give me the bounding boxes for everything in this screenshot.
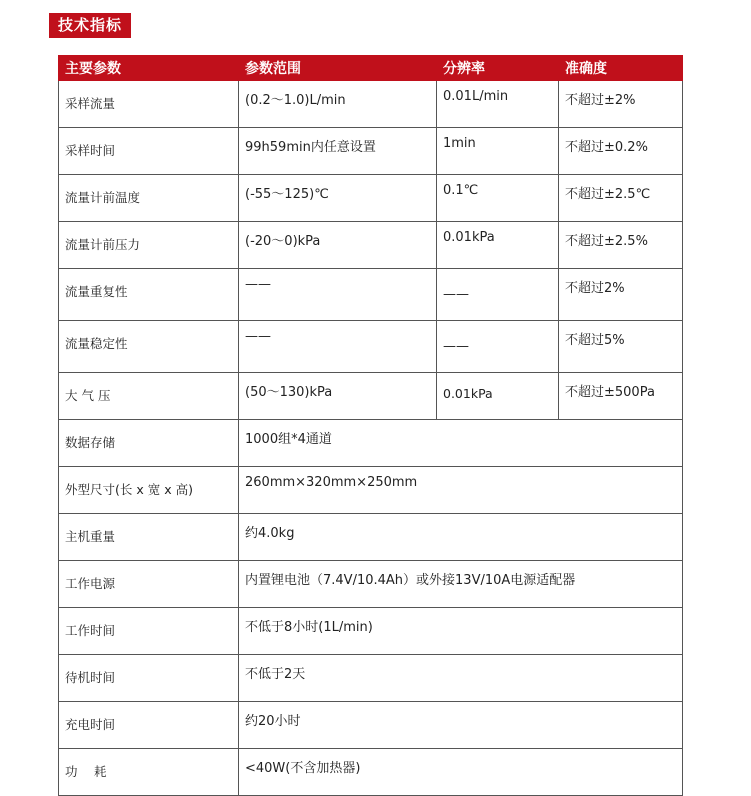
param-cell: 采样时间	[59, 128, 239, 175]
section-title: 技术指标	[49, 13, 131, 38]
param-cell: 流量计前温度	[59, 175, 239, 222]
table-row	[59, 420, 683, 467]
resolution-cell: ——	[437, 321, 559, 373]
param-cell: 主机重量	[59, 514, 239, 561]
table-row	[59, 655, 683, 702]
accuracy-cell: 不超过2%	[559, 269, 683, 321]
resolution-cell: 0.01L/min	[437, 81, 559, 128]
table-row	[59, 373, 683, 420]
value-cell: <40W(不含加热器)	[239, 749, 683, 796]
header-param: 主要参数	[59, 56, 239, 81]
param-cell: 流量稳定性	[59, 321, 239, 373]
param-cell: 工作电源	[59, 561, 239, 608]
range-cell: (0.2～1.0)L/min	[239, 81, 437, 128]
table-row	[59, 222, 683, 269]
param-cell: 流量计前压力	[59, 222, 239, 269]
accuracy-cell: 不超过±2.5℃	[559, 175, 683, 222]
table-row	[59, 321, 683, 373]
resolution-cell: 0.1℃	[437, 175, 559, 222]
range-cell: (-20～0)kPa	[239, 222, 437, 269]
param-cell: 充电时间	[59, 702, 239, 749]
param-cell: 流量重复性	[59, 269, 239, 321]
resolution-cell: 0.01kPa	[437, 222, 559, 269]
table-row	[59, 269, 683, 321]
table-row	[59, 749, 683, 796]
spec-table	[58, 55, 683, 796]
value-cell: 不低于2天	[239, 655, 683, 702]
table-row	[59, 81, 683, 128]
param-cell: 工作时间	[59, 608, 239, 655]
value-cell: 约20小时	[239, 702, 683, 749]
range-cell: ——	[239, 269, 437, 321]
resolution-cell: ——	[437, 269, 559, 321]
accuracy-cell: 不超过5%	[559, 321, 683, 373]
resolution-cell: 1min	[437, 128, 559, 175]
accuracy-cell: 不超过±2%	[559, 81, 683, 128]
range-cell: ——	[239, 321, 437, 373]
param-cell: 数据存储	[59, 420, 239, 467]
range-cell: 99h59min内任意设置	[239, 128, 437, 175]
accuracy-cell: 不超过±2.5%	[559, 222, 683, 269]
param-cell: 功 耗	[59, 749, 239, 796]
table-row	[59, 608, 683, 655]
range-cell: (-55～125)℃	[239, 175, 437, 222]
value-cell: 约4.0kg	[239, 514, 683, 561]
table-header-row	[59, 56, 683, 81]
table-row	[59, 175, 683, 222]
table-row	[59, 128, 683, 175]
table-row	[59, 467, 683, 514]
param-cell: 待机时间	[59, 655, 239, 702]
accuracy-cell: 不超过±500Pa	[559, 373, 683, 420]
range-cell: (50～130)kPa	[239, 373, 437, 420]
header-accuracy: 准确度	[559, 56, 683, 81]
value-cell: 1000组*4通道	[239, 420, 683, 467]
param-cell: 外型尺寸(长 x 宽 x 高)	[59, 467, 239, 514]
value-cell: 260mm×320mm×250mm	[239, 467, 683, 514]
param-cell: 大 气 压	[59, 373, 239, 420]
table-row	[59, 561, 683, 608]
param-cell: 采样流量	[59, 81, 239, 128]
accuracy-cell: 不超过±0.2%	[559, 128, 683, 175]
header-resolution: 分辨率	[437, 56, 559, 81]
table-row	[59, 514, 683, 561]
value-cell: 不低于8小时(1L/min)	[239, 608, 683, 655]
resolution-cell: 0.01kPa	[437, 373, 559, 420]
value-cell: 内置锂电池（7.4V/10.4Ah）或外接13V/10A电源适配器	[239, 561, 683, 608]
header-range: 参数范围	[239, 56, 437, 81]
table-row	[59, 702, 683, 749]
